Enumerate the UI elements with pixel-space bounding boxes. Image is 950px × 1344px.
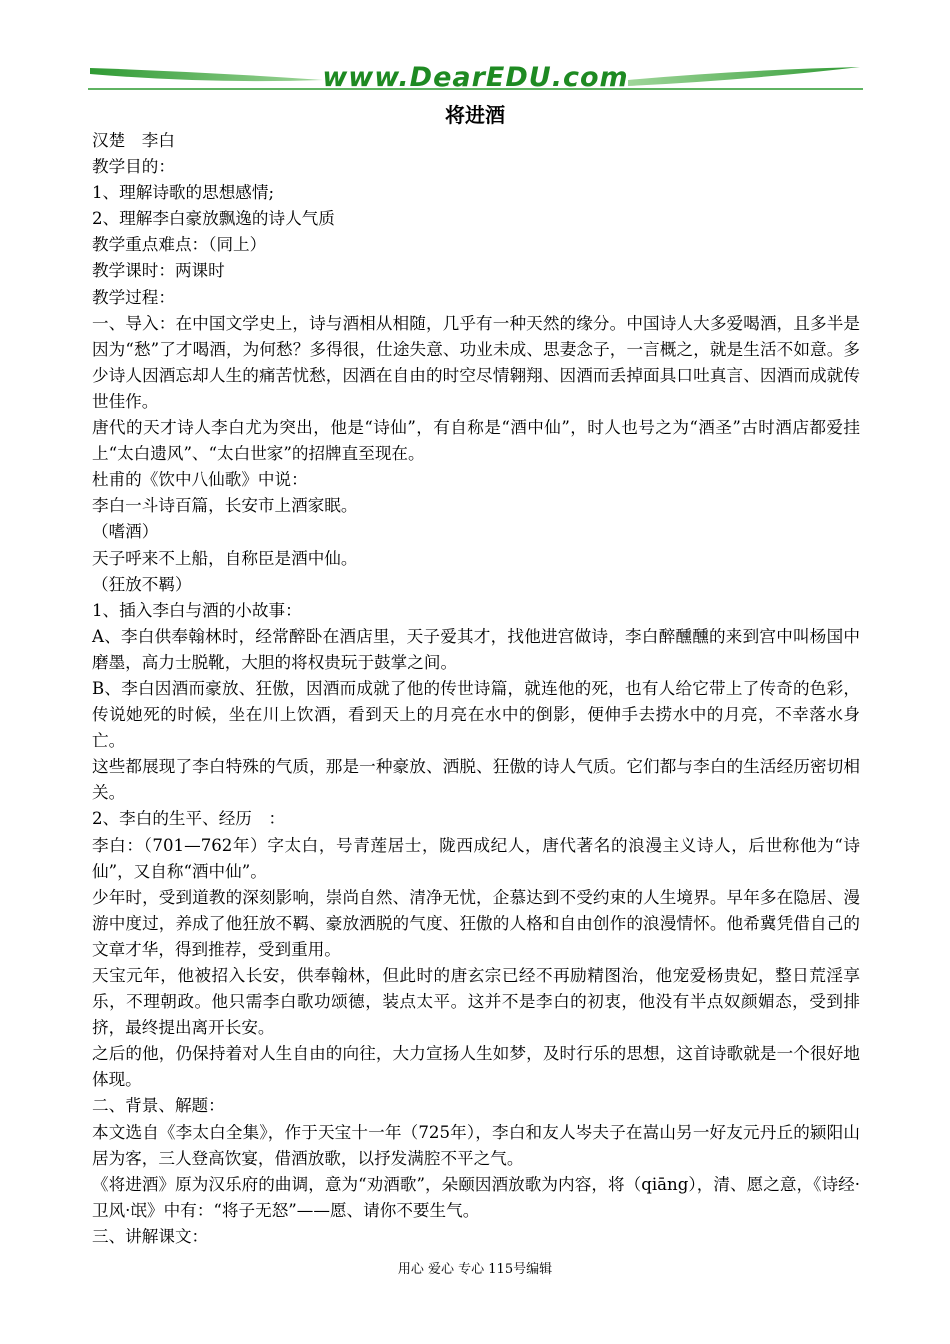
paragraph: 三、讲解课文： [92,1226,209,1246]
paragraph: 《将进酒》原为汉乐府的曲调，意为“劝酒歌”，朵颐因酒放歌为内容，将（qiāng），清、愿之意，《诗经·卫风·氓》中有：“将子无怒”——愿、请你不要生气。 [92,1174,860,1220]
paragraph: B、李白因酒而豪放、狂傲，因酒而成就了他的传世诗篇，就连他的死，也有人给它带上了传奇的色彩，传说她死的时候，坐在川上饮酒，看到天上的月亮在水中的倒影，便伸手去捞水中的月亮，不幸落水身亡。 [92,678,860,751]
document-body [92,128,860,1250]
paragraph: 这些都展现了李白特殊的气质，那是一种豪放、洒脱、狂傲的诗人气质。它们都与李白的生活经历密切相关。 [92,757,860,803]
paragraph: 教学目的： [92,157,175,177]
paragraph: 2、理解李白豪放飘逸的诗人气质 [92,209,335,229]
paragraph: 教学重点难点：（同上） [92,235,267,255]
paragraph: 天宝元年，他被招入长安，供奉翰林，但此时的唐玄宗已经不再励精图治，他宠爱杨贵妃，整日荒淫享乐，不理朝政。他只需李白歌功颂德，装点太平。这并不是李白的初衷，他没有半点奴颜媚态，受到排挤，最终提出离开长安。 [92,966,860,1038]
paragraph: （狂放不羁） [92,574,192,594]
paragraph: 李白：（701—762年）字太白，号青莲居士，陇西成纪人，唐代著名的浪漫主义诗人，后世称他为“诗仙”，又自称“酒中仙”。 [92,835,860,881]
paragraph: 汉楚 李白 [92,131,175,150]
paragraph: 少年时，受到道教的深刻影响，崇尚自然、清净无忧，企慕达到不受约束的人生境界。早年多在隐居、漫游中度过，养成了他狂放不羁、豪放洒脱的气度、狂傲的人格和自由创作的浪漫情怀。他希冀凭借自己的文章才华，得到推荐，受到重用。 [92,887,860,959]
paragraph: 本文选自《李太白全集》，作于天宝十一年（725年），李白和友人岑夫子在嵩山另一好友元丹丘的颍阳山居为客，三人登高饮宴，借酒放歌，以抒发满腔不平之气。 [92,1122,860,1168]
paragraph: 唐代的天才诗人李白尤为突出，他是“诗仙”，有自称是“酒中仙”，时人也号之为“酒圣”古时酒店都爱挂上“太白遗风”、“太白世家”的招牌直至现在。 [92,418,860,464]
site-logo-text: www.DearEDU.com [322,62,629,93]
paragraph: 教学课时：两课时 [92,261,225,281]
paragraph: 二、背景、解题： [92,1096,225,1116]
paragraph: （嗜酒） [92,522,159,542]
paragraph: 天子呼来不上船，自称臣是酒中仙。 [92,548,358,568]
site-header [88,58,863,98]
page-title: 将进酒 [445,103,505,127]
paragraph: 2、李白的生平、经历 ： [92,809,286,829]
paragraph: 一、导入：在中国文学史上，诗与酒相从相随，几乎有一种天然的缘分。中国诗人大多爱喝酒，且多半是因为“愁”了才喝酒，为何愁？多得很，仕途失意、功业未成、思妻念子，一言概之，就是生活不如意。多少诗人因酒忘却人生的痛苦忧愁，因酒在自由的时空尽情翱翔、因酒而丢掉面具口吐真言、因酒而成就传世佳作。 [92,313,860,411]
paragraph: 李白一斗诗百篇，长安市上酒家眠。 [92,496,358,516]
paragraph: 1、插入李白与酒的小故事： [92,600,302,620]
paragraph: 之后的他，仍保持着对人生自由的向往，大力宣扬人生如梦，及时行乐的思想，这首诗歌就是一个很好地体现。 [92,1044,860,1090]
paragraph: 杜甫的《饮中八仙歌》中说： [92,470,308,490]
paragraph: 1、理解诗歌的思想感情; [92,183,275,203]
paragraph: 教学过程： [92,287,175,307]
paragraph: A、李白供奉翰林时，经常醉卧在酒店里，天子爱其才，找他进宫做诗，李白醉醺醺的来到宫中叫杨国中磨墨，高力士脱靴，大胆的将权贵玩于鼓掌之间。 [92,626,860,672]
page-footer: 用心 爱心 专心 115号编辑 [397,1262,553,1277]
